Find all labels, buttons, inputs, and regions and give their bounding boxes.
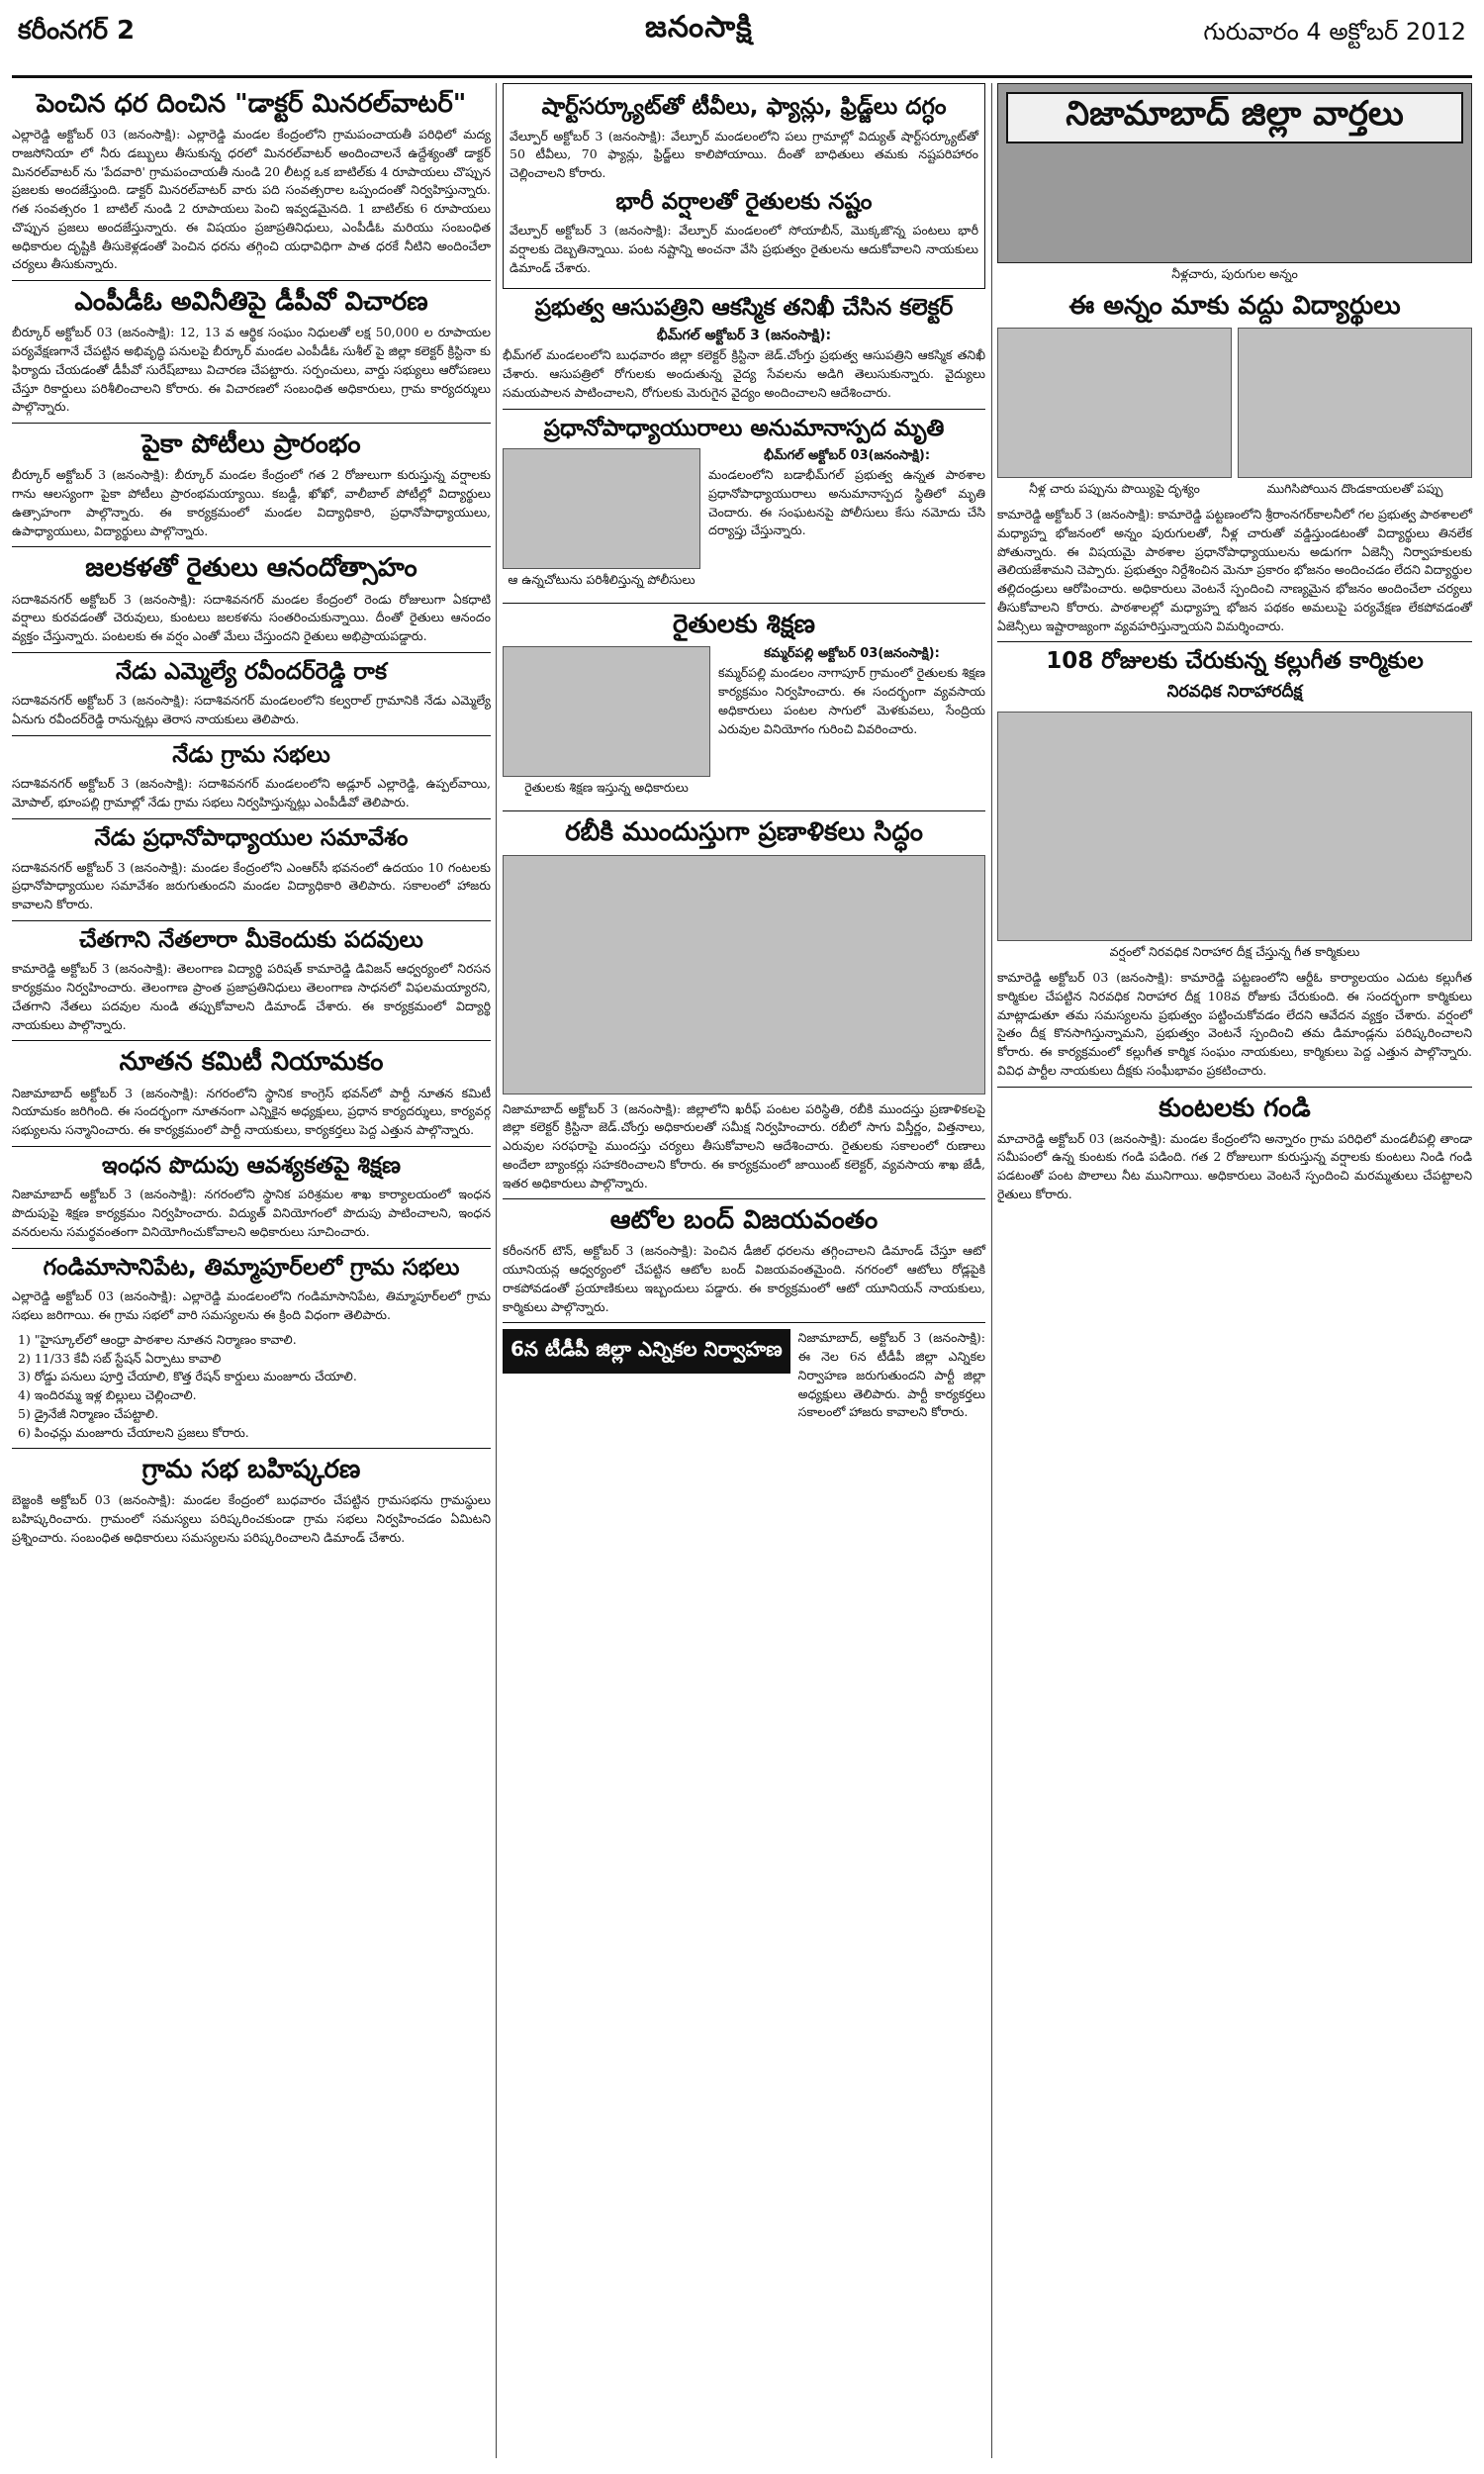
article-body: నిజామాబాద్ అక్టోబర్ 3 (జనంసాక్షి): జిల్లాలోని ఖరీఫ్ పంటల పరిస్థితి, రబీకి ముందస్తు ప్రణాళికలపై జిల్లా కలెక్టర్ క్రిస్టినా జెడ్.చోంగ్తు అధికారులతో సమీక్ష నిర్వహించారు. రబీలో సాగు విస్తీర్ణం, విత్తనాలు, ఎరువుల సరఫరాపై ముందస్తు చర్యలు తీసుకోవాలని ఆదేశించారు. రైతులకు సకాలంలో రుణాలు అందేలా బ్యాంకర్లు సహకరించాలని కోరారు. ఈ కార్యక్రమంలో జాయింట్ కలెక్టర్, వ్యవసాయ శాఖ జేడీ, ఇతర అధికారులు పాల్గొన్నారు.: [503, 1100, 985, 1190]
column-middle: [503, 83, 985, 1428]
divider: [12, 1448, 491, 1449]
article-body: బీర్కూర్ అక్టోబర్ 03 (జనంసాక్షి): 12, 13 వ ఆర్థిక సంఘం నిధులతో లక్ష 50,000 ల రూపాయల పర్యవేక్షణగానే చేపట్టిన అభివృద్ధి పనులపై బీర్కూర్ మండల ఎంపీడీఓ సుశీల్ పై జిల్లా కలెక్టర్ క్రిస్టినా కు ఫిర్యాదు చేయడంతో డీపీవో సురేష్‌బాబు విచారణ చేపట్టారు. సర్పంచులు, వార్డు సభ్యులు ఆరోపణలు చేస్తూ రికార్డులు పరిశీలించాలని కోరారు. ఈ విచారణలో సంబంధిత అధికారులు, గ్రామ కార్యదర్శులు పాల్గొన్నారు.: [12, 325, 491, 415]
list-item: 6) పింఛన్లు మంజూరు చేయాలని ప్రజలు కోరారు.: [18, 1424, 249, 1440]
article-body: కామారెడ్డి అక్టోబర్ 3 (జనంసాక్షి): కామారెడ్డి పట్టణంలోని శ్రీరాంనగర్‌కాలనీలో గల ప్రభుత్వ పాఠశాలలో మధ్యాహ్న భోజనంలో అన్నం పురుగులతో, నీళ్ల చారుతో వడ్డిస్తుండటంతో విద్యార్థులు తినలేక పోతున్నారు. ఈ విషయమై పాఠశాల ప్రధానోపాధ్యాయులను అడుగగా ఏజెన్సీ నిర్వాహకులకు తెలియజేశామని చెప్పారు. ప్రభుత్వం నిర్దేశించిన మెనూ ప్రకారం భోజనం అందించడం లేదని విద్యార్థుల తల్లిదండ్రులు ఆరోపించారు. అధికారులు వెంటనే స్పందించి నాణ్యమైన భోజనం అందించేలా చర్యలు తీసుకోవాలని కోరారు. పాఠశాలల్లో మధ్యాహ్న భోజన పథకం అమలుపై పర్యవేక్షణ లేకపోవడంతో ఏజెన్సీలు ఇష్టారాజ్యంగా వ్యవహరిస్తున్నాయని విమర్శించారు.: [997, 507, 1472, 633]
divider: [12, 1040, 491, 1041]
article-headline: 108 రోజులకు చేరుకున్న కల్లుగీత కార్మికుల: [1046, 648, 1424, 675]
article-body: కామారెడ్డి అక్టోబర్ 3 (జనంసాక్షి): తెలంగాణ విద్యార్థి పరిషత్ కామారెడ్డి డివిజన్ ఆధ్వర్యంలో నిరసన కార్యక్రమం నిర్వహించారు. తెలంగాణ ప్రాంత ప్రజాప్రతినిధులు తెలంగాణ సాధనలో విఫలమయ్యారని, చేతగాని నేతలు పదవుల నుండి తప్పుకోవాలని డిమాండ్ చేశారు. ఈ కార్యక్రమంలో విద్యార్థి నాయకులు పాల్గొన్నారు.: [12, 961, 491, 1032]
article-headline: కుంటలకు గండి: [1159, 1093, 1311, 1123]
list-item: 4) ఇందిరమ్మ ఇళ్ల బిల్లులు చెల్లించాలి.: [18, 1387, 197, 1402]
column-right: [997, 83, 1472, 1210]
photo-caption: నీళ్లచారు, పురుగుల అన్నం: [1171, 266, 1298, 281]
article-body: సదాశివనగర్ అక్టోబర్ 3 (జనంసాక్షి): మండల కేంద్రంలోని ఎంఆర్‌సీ భవనంలో ఉదయం 10 గంటలకు ప్రధానోపాధ్యాయుల సమావేశం జరుగుతుందని మండల విద్యాధికారి తెలిపారు. సకాలంలో హాజరు కావాలని కోరారు.: [12, 859, 491, 912]
divider: [12, 818, 491, 819]
article-body: సదాశివనగర్ అక్టోబర్ 3 (జనంసాక్షి): సదాశివనగర్ మండలంలోని కల్వరాల్ గ్రామానికి నేడు ఎమ్మెల్యే ఏనుగు రవీందర్‌రెడ్డి రానున్నట్లు తెరాస నాయకులు తెలిపారు.: [12, 693, 491, 727]
masthead: [12, 6, 1472, 78]
divider: [503, 603, 985, 604]
divider: [503, 1322, 985, 1323]
article-headline: ఈ అన్నం మాకు వద్దు విద్యార్థులు: [1068, 291, 1401, 321]
news-photo: [997, 712, 1472, 941]
article-headline: చేతగాని నేతలారా మీకెందుకు పదవులు: [79, 926, 423, 953]
photo-caption: రైతులకు శిక్షణ ఇస్తున్న అధికారులు: [524, 780, 689, 796]
news-photo: [997, 328, 1232, 478]
dateline: కమ్మర్‌పల్లి అక్టోబర్ 03(జనంసాక్షి):: [764, 646, 940, 662]
article-block: [503, 646, 985, 805]
column-left: [12, 83, 491, 1554]
boxed-news: [503, 83, 985, 289]
article-body: వేల్పూర్ అక్టోబర్ 3 (జనంసాక్షి): వేల్పూర్ మండలంలో సోయాబీన్, మొక్కజొన్న పంటలు భారీ వర్షాలకు దెబ్బతిన్నాయి. పంట నష్టాన్ని అంచనా వేసి ప్రభుత్వం రైతులను ఆదుకోవాలని నాయకులు డిమాండ్ చేశారు.: [510, 223, 978, 275]
demand-list: [12, 1331, 491, 1443]
divider: [997, 641, 1472, 642]
divider: [12, 423, 491, 424]
article-headline: పెంచిన ధర దించిన "డాక్టర్ మినరల్‌వాటర్": [36, 89, 467, 119]
district-news-banner: [997, 83, 1472, 263]
column-divider: [496, 83, 497, 2458]
article-headline: రైతులకు శిక్షణ: [672, 610, 816, 640]
photo-caption: వర్షంలో నిరవధిక నిరాహార దీక్ష చేస్తున్న గీత కార్మికులు: [1109, 944, 1360, 960]
article-headline: రబీకి ముందుస్తుగా ప్రణాళికలు సిద్ధం: [565, 817, 923, 848]
article-body: నిజామాబాద్ అక్టోబర్ 3 (జనంసాక్షి): నగరంలోని స్థానిక కాంగ్రెస్ భవన్‌లో పార్టీ నూతన కమిటీ నియామకం జరిగింది. ఈ సందర్భంగా నూతనంగా ఎన్నికైన అధ్యక్షులు, ప్రధాన కార్యదర్శులు, కార్యవర్గ సభ్యులను సన్మానించారు. ఈ కార్యక్రమంలో పార్టీ నాయకులు, కార్యకర్తలు పెద్ద ఎత్తున పాల్గొన్నారు.: [12, 1085, 491, 1138]
article-headline: నేడు ఎమ్మెల్యే రవీందర్‌రెడ్డి రాక: [116, 658, 387, 685]
boxed-headline: 6న టీడీపీ జిల్లా ఎన్నికల నిర్వాహణ: [503, 1329, 790, 1374]
article-body: కమ్మర్‌పల్లి మండలం నాగాపూర్ గ్రామంలో రైతులకు శిక్షణ కార్యక్రమం నిర్వహించారు. ఈ సందర్భంగా వ్యవసాయ అధికారులు పంటల సాగులో మెళకువలు, సేంద్రియ ఎరువుల వినియోగం గురించి వివరించారు.: [718, 665, 985, 736]
column-divider: [991, 83, 992, 2458]
dateline: భీమ్‌గల్ అక్టోబర్ 3 (జనంసాక్షి):: [656, 328, 832, 344]
article-body: నిజామాబాద్ అక్టోబర్ 3 (జనంసాక్షి): నగరంలోని స్థానిక పరిశ్రమల శాఖ కార్యాలయంలో ఇంధన పొదుపుపై శిక్షణ కార్యక్రమం నిర్వహించారు. విద్యుత్ వినియోగంలో పొదుపు పాటించాలని, ఇంధన వనరులను సమర్థవంతంగా వినియోగించుకోవాలని అధికారులు సూచించారు.: [12, 1187, 491, 1239]
article-body: మాచారెడ్డి అక్టోబర్ 03 (జనంసాక్షి): మండల కేంద్రంలోని అన్నారం గ్రామ పరిధిలో మండలీపల్లి తాండా సమీపంలో ఉన్న కుంటకు గండి పడింది. గత 2 రోజులుగా కురుస్తున్న వర్షాలకు కుంటలు నిండి గండి పడటంతో పంట పొలాలు నీట మునిగాయి. అధికారులు వెంటనే స్పందించి మరమ్మతులు చేపట్టాలని రైతులు కోరారు.: [997, 1130, 1472, 1201]
article-block: [503, 1329, 985, 1428]
news-photo: [503, 646, 710, 777]
news-photo: [503, 855, 985, 1094]
list-item: 1) "హైస్కూల్‌లో ఆంధ్రా పాఠశాల నూతన నిర్మాణం కావాలి.: [18, 1331, 297, 1347]
banner-title: నిజామాబాద్ జిల్లా వార్తలు: [1006, 92, 1463, 143]
divider: [12, 652, 491, 653]
section-label: కరీంనగర్ 2: [18, 16, 136, 46]
list-item: 2) 11/33 కేవీ సబ్ స్టేషన్ ఏర్పాటు కావాలి: [18, 1350, 222, 1366]
article-headline: ఇంధన పొదుపు ఆవశ్యకతపై శిక్షణ: [101, 1152, 402, 1179]
photo-caption: నీళ్ల చారు పప్పును పొయ్యిపై దృశ్యం: [1029, 481, 1200, 497]
divider: [503, 1198, 985, 1199]
article-headline: గ్రామ సభ బహిష్కరణ: [141, 1455, 361, 1485]
article-body: సదాశివనగర్ అక్టోబర్ 3 (జనంసాక్షి): సదాశివనగర్ మండల కేంద్రంలో రెండు రోజులుగా ఏకధాటి వర్షాలు కురవడంతో చెరువులు, కుంటలు జలకళను సంతరించుకున్నాయి. దీంతో రైతులు ఆనందం వ్యక్తం చేస్తున్నారు. పంటలకు ఈ వర్షం ఎంతో మేలు చేస్తుందని రైతులు అభిప్రాయపడ్డారు.: [12, 591, 491, 643]
article-headline: ప్రధానోపాధ్యాయురాలు అనుమానాస్పద మృతి: [543, 415, 945, 441]
list-item: 3) రోడ్డు పనులు పూర్తి చేయాలి, కొత్త రేషన్ కార్డులు మంజూరు చేయాలి.: [18, 1369, 357, 1384]
article-body: వేల్పూర్ అక్టోబర్ 3 (జనంసాక్షి): వేల్పూర్ మండలంలోని పలు గ్రామాల్లో విద్యుత్ షార్ట్‌సర్క్యూట్‌తో 50 టీవీలు, 70 ఫ్యాన్లు, ఫ్రిడ్జ్‌లు కాలిపోయాయి. దీంతో బాధితులు తమకు నష్టపరిహారం చెల్లించాలని కోరారు.: [510, 128, 978, 181]
news-photo: [1238, 328, 1472, 478]
divider: [12, 546, 491, 547]
photo-row: [997, 328, 1472, 506]
photo-caption: ఆ ఉన్నచోటును పరిశీలిస్తున్న పోలీసులు: [508, 572, 696, 588]
divider: [12, 1146, 491, 1147]
article-block: [503, 448, 985, 597]
divider: [12, 735, 491, 736]
article-body: కామారెడ్డి అక్టోబర్ 03 (జనంసాక్షి): కామారెడ్డి పట్టణంలోని ఆర్డీఓ కార్యాలయం ఎదుట కల్లుగీత కార్మికుల చేపట్టిన నిరవధిక నిరాహార దీక్ష 108వ రోజుకు చేరుకుంది. ఈ సందర్భంగా కార్మికులు మాట్లాడుతూ తమ సమస్యలను ప్రభుత్వం పట్టించుకోవడం లేదని ఆవేదన వ్యక్తం చేశారు. వర్షంలో సైతం దీక్ష కొనసాగిస్తున్నామని, ప్రభుత్వం వెంటనే స్పందించి తమ డిమాండ్లను పరిష్కరించాలని కోరారు. ఈ కార్యక్రమంలో కల్లుగీత కార్మిక సంఘం నాయకులు, కార్మికులు పెద్ద ఎత్తున పాల్గొన్నారు. వివిధ పార్టీల నాయకులు దీక్షకు సంఘీభావం ప్రకటించారు.: [997, 970, 1472, 1078]
article-headline: నూతన కమిటీ నియామకం: [119, 1047, 384, 1078]
newspaper-name: జనంసాక్షి: [645, 10, 753, 45]
article-body: భీమ్‌గల్ మండలంలోని బుధవారం జిల్లా కలెక్టర్ క్రిస్టినా జెడ్.చోంగ్తు ప్రభుత్వ ఆసుపత్రిని ఆకస్మిక తనిఖీ చేశారు. ఆసుపత్రిలో రోగులకు అందుతున్న వైద్య సేవలను అడిగి తెలుసుకున్నారు. వైద్యులు సమయపాలన పాటించాలని, రోగులకు మెరుగైన వైద్యం అందించాలని ఆదేశించారు.: [503, 347, 985, 400]
list-item: 5) డ్రైనేజీ నిర్మాణం చేపట్టాలి.: [18, 1405, 159, 1421]
article-headline: గండిమాసానిపేట, తిమ్మాపూర్‌లలో గ్రామ సభలు: [43, 1254, 460, 1281]
article-body: సదాశివనగర్ అక్టోబర్ 3 (జనంసాక్షి): సదాశివనగర్ మండలంలోని అడ్లూర్ ఎల్లారెడ్డి, ఉప్పల్‌వాయి, మోపాల్, భూంపల్లి గ్రామాల్లో నేడు గ్రామ సభలు నిర్వహిస్తున్నట్లు ఎంపీడీవో తెలిపారు.: [12, 776, 491, 810]
article-headline: భారీ వర్షాలతో రైతులకు నష్టం: [615, 188, 873, 215]
article-body: నిజామాబాద్, అక్టోబర్ 3 (జనంసాక్షి): ఈ నెల 6న టీడీపీ జిల్లా ఎన్నికల నిర్వాహణ జరుగుతుందని పార్టీ జిల్లా అధ్యక్షులు తెలిపారు. పార్టీ కార్యకర్తలు సకాలంలో హాజరు కావాలని కోరారు.: [797, 1330, 985, 1420]
divider: [503, 810, 985, 811]
article-body: మండలంలోని బడాభీమ్‌గల్ ప్రభుత్వ ఉన్నత పాఠశాల ప్రధానోపాధ్యాయురాలు అనుమానాస్పద స్థితిలో మృతి చెందారు. ఈ సంఘటనపై పోలీసులు కేసు నమోదు చేసి దర్యాప్తు చేస్తున్నారు.: [708, 467, 985, 538]
divider: [503, 409, 985, 410]
article-headline: షార్ట్‌సర్క్యూట్‌తో టీవీలు, ఫ్యాన్లు, ఫ్రిడ్జ్‌లు దగ్ధం: [541, 94, 947, 120]
article-headline: జలకళతో రైతులు ఆనందోత్సాహం: [85, 553, 417, 584]
divider: [12, 280, 491, 281]
article-headline: ఆటోల బంద్ విజయవంతం: [609, 1205, 879, 1236]
article-body: బెజ్జంకి అక్టోబర్ 03 (జనంసాక్షి): మండల కేంద్రంలో బుధవారం చేపట్టిన గ్రామసభను గ్రామస్థులు బహిష్కరించారు. గ్రామంలో సమస్యలు పరిష్కరించకుండా గ్రామ సభలు నిర్వహించడం ఏమిటని ప్రశ్నించారు. సంబంధిత అధికారులు సమస్యలను పరిష్కరించాలని డిమాండ్ చేశారు.: [12, 1492, 491, 1545]
article-headline: నేడు ప్రధానోపాధ్యాయుల సమావేశం: [94, 824, 409, 851]
divider: [12, 1248, 491, 1249]
article-headline: ఎంపీడీఓ అవినీతిపై డీపీవో విచారణ: [74, 287, 428, 318]
article-body: ఎల్లారెడ్డి అక్టోబర్ 03 (జనంసాక్షి): ఎల్లారెడ్డి మండల కేంద్రంలోని గ్రామపంచాయతీ పరిధిలో మద్య రాజసోనియా లో నీరు డబ్బులు తీసుకున్న ధరలో మినరల్‌వాటర్ అందించాలనే ఉద్దేశ్యంతో డాక్టర్ మినరల్‌వాటర్ ను 'పేదవారి' గ్రామపంచాయతీ నుండి 20 లీటర్ల ఒక బాటిల్‌కు 4 రూపాయలు చొప్పున ప్రజలకు అందజేస్తుంది. డాక్టర్ మినరల్‌వాటర్ వారు పది సంవత్సరాల ఒప్పందంతో నిర్వహిస్తున్నారు. గత సంవత్సరం 1 బాటిల్ నుండి 2 రూపాయలు పెంచి ఇవ్వడమైనది. 1 బాటిల్‌కు 6 రూపాయలు చొప్పున ప్రజలు అందజేస్తున్నారు. ఈ విషయం ప్రజాప్రతినిధులు, ఎంపీడీఓ మరియు సంబంధిత అధికారుల దృష్టికి తీసుకెళ్లడంతో పెంచిన ధరను తగ్గించి యధావిధిగా పాత ధరకే నీటిని అందించేలా చర్యలు తీసుకున్నారు.: [12, 127, 491, 272]
article-subheadline: నిరవధిక నిరాహారదీక్ష: [1166, 682, 1303, 703]
divider: [12, 920, 491, 921]
dateline: భీమ్‌గల్ అక్టోబర్ 03(జనంసాక్షి):: [763, 448, 931, 464]
article-body: బీర్కూర్ అక్టోబర్ 3 (జనంసాక్షి): బీర్కూర్ మండల కేంద్రంలో గత 2 రోజులుగా కురుస్తున్న వర్షాలకు గాను ఆలస్యంగా పైకా పోటీలు ప్రారంభమయ్యాయి. కబడ్డీ, ఖోఖో, వాలీబాల్ పోటీల్లో విద్యార్థులు ఉత్సాహంగా పాల్గొన్నారు. ఈ కార్యక్రమంలో మండల విద్యాధికారి, ప్రధానోపాధ్యాయులు, ఉపాధ్యాయులు, విద్యార్థులు పాల్గొన్నారు.: [12, 467, 491, 538]
article-headline: ప్రభుత్వ ఆసుపత్రిని ఆకస్మిక తనిఖీ చేసిన కలెక్టర్: [534, 294, 954, 321]
news-photo: [503, 448, 700, 569]
photo-caption: ముగిసిపోయిన దొండకాయలతో పప్పు: [1266, 481, 1443, 497]
article-body: ఎల్లారెడ్డి అక్టోబర్ 03 (జనంసాక్షి): ఎల్లారెడ్డి మండలంలోని గండిమాసానిపేట, తిమ్మాపూర్‌లలో గ్రామ సభలు జరిగాయి. ఈ గ్రామ సభలో వారి సమస్యలను ఈ క్రింది విధంగా తెలిపారు.: [12, 1288, 491, 1322]
divider: [997, 1087, 1472, 1088]
issue-date: గురువారం 4 అక్టోబర్ 2012: [1203, 18, 1466, 46]
article-headline: పైకా పోటీలు ప్రారంభం: [141, 429, 361, 460]
article-headline: నేడు గ్రామ సభలు: [172, 741, 330, 768]
article-body: కరీంనగర్ టౌన్, అక్టోబర్ 3 (జనంసాక్షి): పెంచిన డీజిల్ ధరలను తగ్గించాలని డిమాండ్ చేస్తూ ఆటో యూనియన్ల ఆధ్వర్యంలో చేపట్టిన ఆటోల బంద్ విజయవంతమైంది. నగరంలో ఆటోలు రోడ్లపైకి రాకపోవడంతో ప్రయాణికులు ఇబ్బందులు పడ్డారు. ఈ కార్యక్రమంలో ఆటో యూనియన్ నాయకులు, కార్మికులు పాల్గొన్నారు.: [503, 1243, 985, 1314]
